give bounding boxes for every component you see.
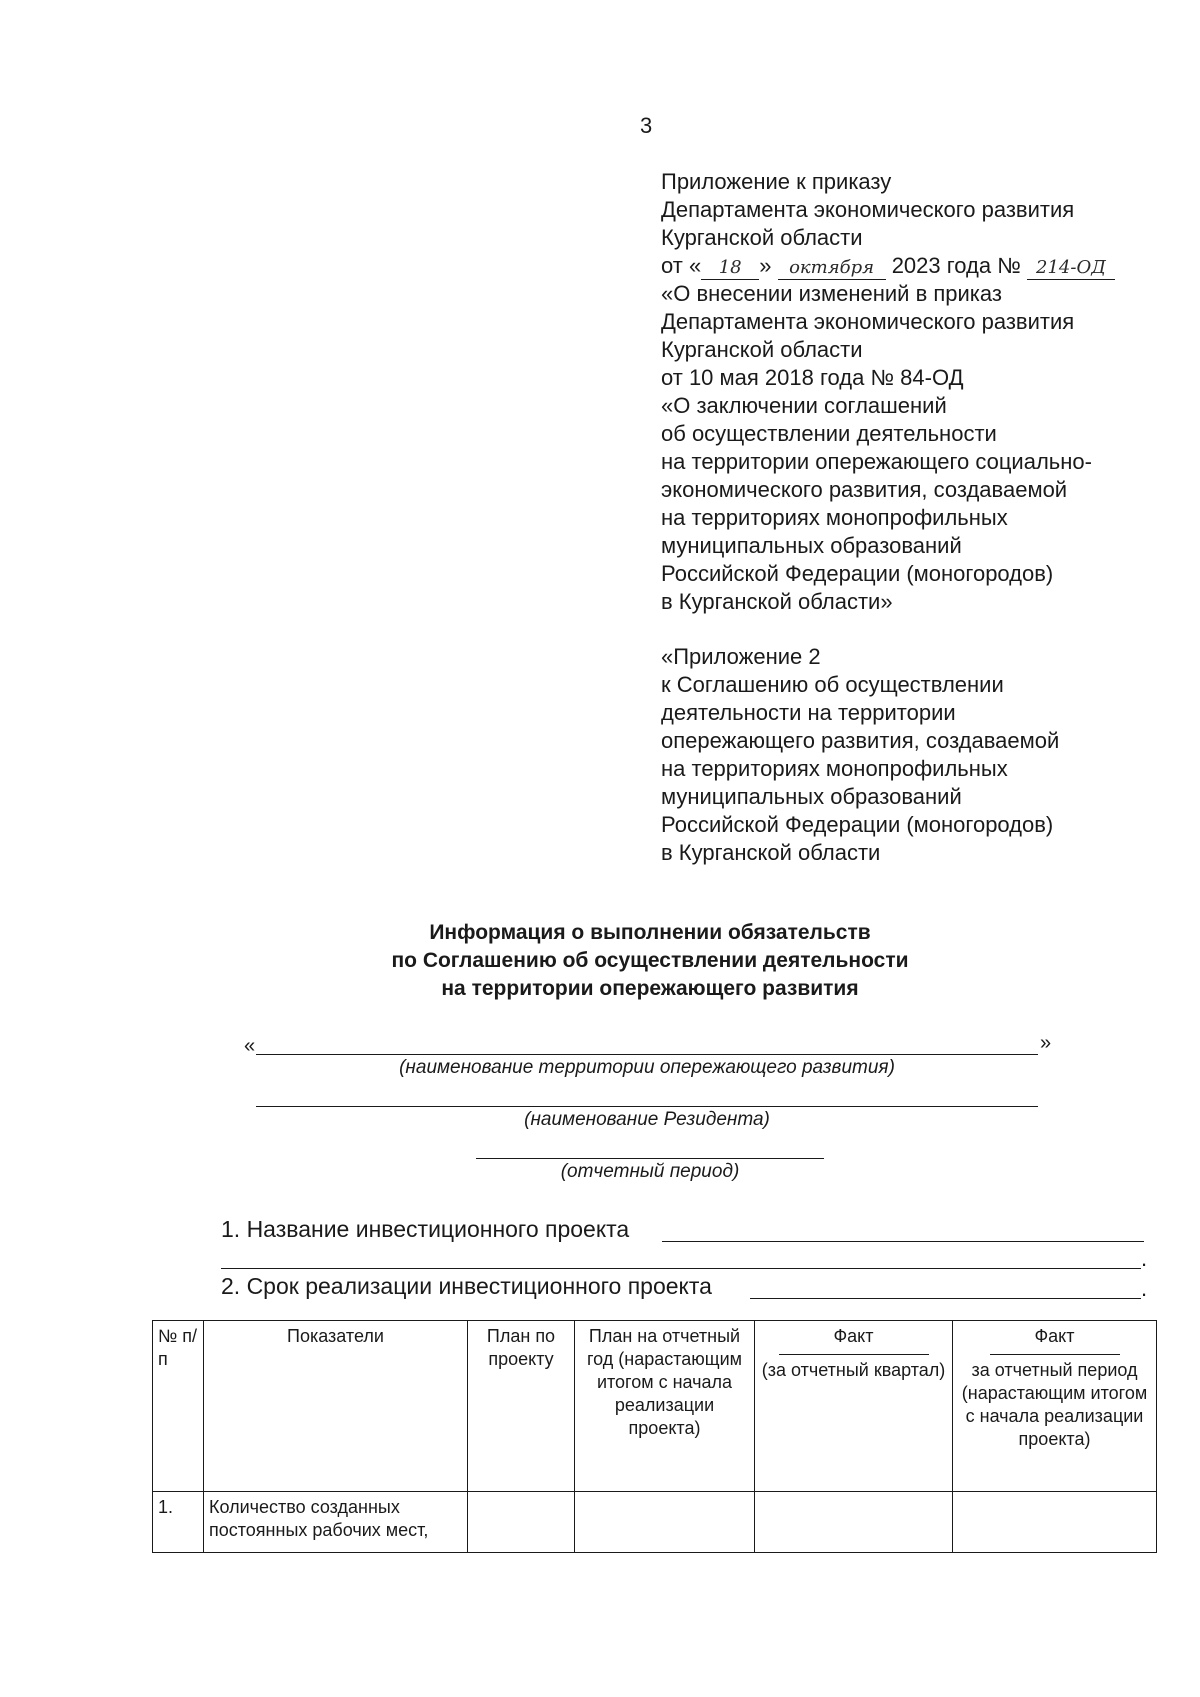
header-fact-quarter	[755, 1321, 953, 1492]
appendix2-line: на территориях монопрофильных	[661, 756, 1008, 781]
cell-plan-year[interactable]	[575, 1492, 755, 1553]
handwritten-order-number: 214-ОД	[1027, 257, 1115, 280]
order-date-line	[661, 252, 1115, 280]
line-end-dot: .	[1141, 1276, 1148, 1301]
appendix-line: Курганской области	[661, 225, 863, 250]
territory-caption: (наименование территории опережающего развития)	[399, 1057, 895, 1078]
appendix2-line: муниципальных образований	[661, 784, 962, 809]
cell-indicator: Количество созданных постоянных рабочих мест,	[204, 1492, 468, 1553]
header-num: № п/п	[153, 1321, 204, 1492]
appendix-line: Департамента экономического развития	[661, 197, 1075, 222]
title-line: на территории опережающего развития	[441, 977, 859, 1000]
title-line: по Соглашению об осуществлении деятельности	[391, 949, 909, 972]
indicators-table	[152, 1320, 1157, 1553]
cell-fact-quarter[interactable]	[755, 1492, 953, 1553]
fact-period-sub: за отчетный период (нарастающим итогом с начала реализации проекта)	[961, 1360, 1148, 1449]
fact-quarter-sub: (за отчетный квартал)	[761, 1360, 946, 1380]
date-mid: »	[759, 253, 772, 278]
date-prefix: от «	[661, 253, 702, 278]
appendix-line: Курганской области	[661, 337, 863, 362]
project-term-field[interactable]	[750, 1298, 1141, 1299]
header-indicators: Показатели	[204, 1321, 468, 1492]
appendix2-line: в Курганской области	[661, 840, 881, 865]
table-header-row	[153, 1321, 1157, 1492]
fact-quarter-title: Факт	[833, 1326, 874, 1346]
appendix2-line: к Соглашению об осуществлении	[661, 672, 1004, 697]
appendix-line: «О внесении изменений в приказ	[661, 281, 1002, 306]
appendix-2-header	[661, 643, 1059, 867]
project-name-field-cont[interactable]	[221, 1268, 1141, 1269]
appendix2-line: опережающего развития, создаваемой	[661, 728, 1060, 753]
page-number: 3	[640, 113, 653, 138]
appendix-line: от 10 мая 2018 года № 84-ОД	[661, 365, 964, 390]
appendix-line: экономического развития, создаваемой	[661, 477, 1068, 502]
appendix-line: на территориях монопрофильных	[661, 505, 1008, 530]
date-year: 2023 года №	[891, 253, 1021, 278]
resident-name-field[interactable]	[256, 1106, 1038, 1107]
project-term-label: 2. Срок реализации инвестиционного проекта	[221, 1273, 712, 1299]
table-row	[153, 1492, 1157, 1553]
resident-caption: (наименование Резидента)	[524, 1109, 770, 1130]
cell-plan-project[interactable]	[468, 1492, 575, 1553]
territory-name-field[interactable]	[256, 1054, 1038, 1055]
header-plan-project: План по проекту	[468, 1321, 575, 1492]
cell-num: 1.	[153, 1492, 204, 1553]
appendix2-line: «Приложение 2	[661, 644, 821, 669]
header-fact-period	[953, 1321, 1157, 1492]
appendix2-line: Российской Федерации (моногородов)	[661, 812, 1054, 837]
fact-divider	[990, 1354, 1120, 1355]
appendix-line: «О заключении соглашений	[661, 393, 947, 418]
appendix2-line: деятельности на территории	[661, 700, 956, 725]
appendix-header	[661, 168, 1115, 616]
handwritten-month: октября	[778, 257, 886, 280]
appendix-line: Департамента экономического развития	[661, 309, 1075, 334]
quote-close: »	[1040, 1032, 1052, 1054]
appendix-line: муниципальных образований	[661, 533, 962, 558]
header-plan-year: План на отчетный год (нарастающим итогом с начала реализации проекта)	[575, 1321, 755, 1492]
fact-divider	[779, 1354, 929, 1355]
period-field[interactable]	[476, 1158, 824, 1159]
fact-period-title: Факт	[1034, 1326, 1075, 1346]
appendix-line: об осуществлении деятельности	[661, 421, 997, 446]
appendix-line: Российской Федерации (моногородов)	[661, 561, 1054, 586]
document-title	[200, 919, 1100, 1003]
title-line: Информация о выполнении обязательств	[429, 921, 871, 944]
appendix-line: на территории опережающего социально-	[661, 449, 1092, 474]
line-end-dot: .	[1141, 1246, 1148, 1271]
handwritten-day: 18	[701, 257, 759, 280]
quote-open: «	[244, 1035, 256, 1057]
project-name-label: 1. Название инвестиционного проекта	[221, 1216, 630, 1242]
appendix-line: в Курганской области»	[661, 589, 893, 614]
period-caption: (отчетный период)	[560, 1161, 740, 1182]
project-name-field[interactable]	[662, 1241, 1144, 1242]
appendix-line: Приложение к приказу	[661, 169, 892, 194]
cell-fact-period[interactable]	[953, 1492, 1157, 1553]
